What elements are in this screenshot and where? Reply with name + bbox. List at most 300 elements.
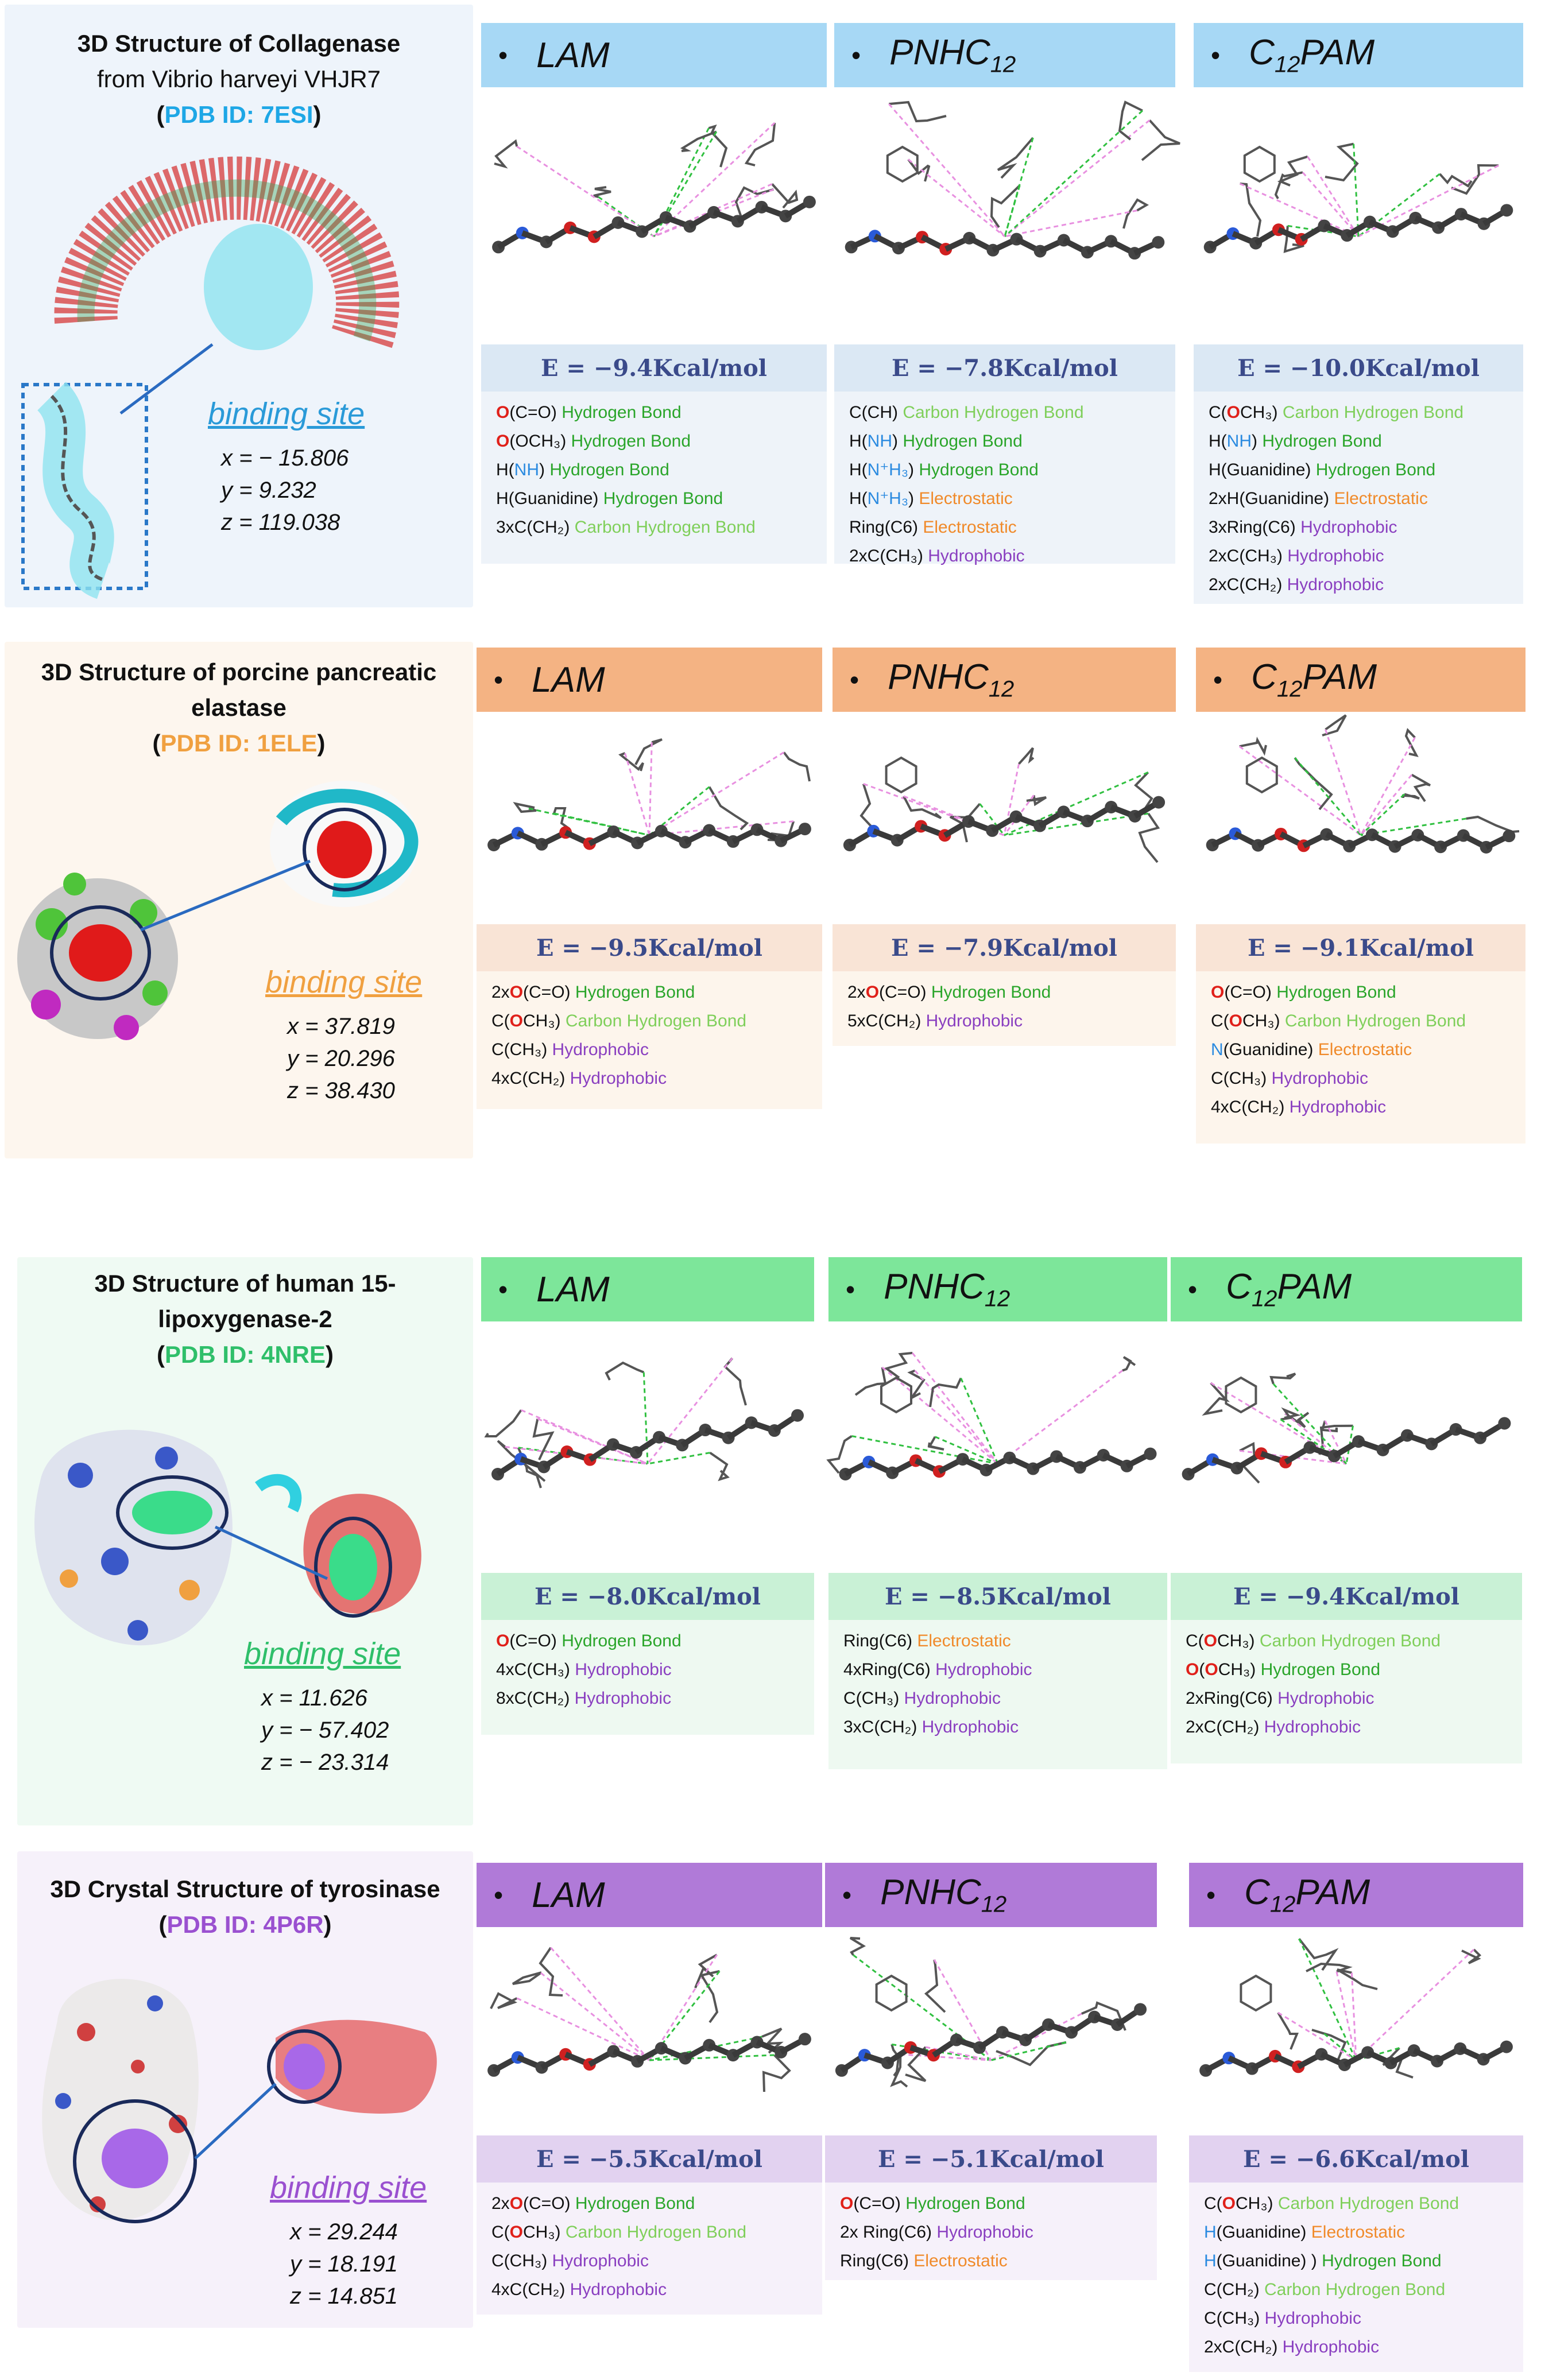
interaction-line	[648, 1358, 732, 1464]
interaction-text: O	[496, 403, 510, 422]
interaction-text: Hydrophobic	[1287, 575, 1384, 594]
interaction-line	[1352, 1973, 1356, 2060]
ligand-name-main: PNHC	[889, 33, 990, 73]
residue-wireframe	[1271, 1374, 1295, 1384]
chain-atom	[1503, 829, 1515, 842]
interaction-text: 8xC(CH₂)	[496, 1689, 575, 1708]
interaction-line	[1326, 730, 1361, 835]
interaction-list-tyrosinase-2	[1189, 2183, 1523, 2372]
interaction-text: O	[509, 983, 524, 1002]
interaction-item	[491, 2189, 822, 2218]
interaction-text: Electrostatic	[1311, 2223, 1406, 2242]
interaction-text: N	[1211, 1040, 1223, 1059]
interaction-item	[1211, 1036, 1525, 1064]
docked-ligand-collagenase-1	[834, 92, 1175, 333]
chain-atom	[799, 823, 811, 835]
ligand-name	[1249, 32, 1374, 77]
interaction-item	[1211, 1093, 1525, 1122]
interaction-line	[625, 753, 649, 835]
ligand-name	[536, 35, 609, 76]
binding-energy-collagenase-2: E = −10.0Kcal/mol	[1194, 344, 1523, 392]
interaction-item	[843, 1684, 1167, 1713]
interaction-text: Electrostatic	[917, 1631, 1011, 1650]
interaction-text: C(CH₂)	[1204, 2280, 1264, 2299]
interaction-text: Hydrophobic	[570, 2280, 667, 2299]
interaction-text: Electrostatic	[1334, 489, 1428, 508]
interaction-text: O	[840, 2194, 854, 2213]
interaction-text: H(	[1209, 432, 1227, 451]
ligand-name	[1251, 657, 1377, 702]
binding-coords-tyrosinase	[290, 2216, 398, 2312]
binding-energy-lipoxygenase-0: E = −8.0Kcal/mol	[481, 1573, 814, 1620]
binding-energy-tyrosinase-0: E = −5.5Kcal/mol	[477, 2135, 822, 2183]
docked-ligand-tyrosinase-0	[477, 1926, 822, 2150]
interaction-text: Hydrophobic	[570, 1069, 667, 1088]
residue-wireframe	[1124, 200, 1147, 228]
interaction-text: 4xC(CH₂)	[1211, 1098, 1290, 1117]
aromatic-ring	[1241, 1976, 1271, 2010]
interaction-item	[491, 1007, 822, 1036]
interaction-line	[1307, 157, 1358, 237]
interaction-text: 4xC(CH₂)	[491, 1069, 570, 1088]
interaction-text: O	[1205, 1660, 1218, 1679]
interaction-text: CH₃)	[1218, 1660, 1261, 1679]
interaction-item	[1204, 2276, 1523, 2304]
aromatic-ring	[1226, 1378, 1256, 1412]
binding-energy-collagenase-0: E = −9.4Kcal/mol	[481, 344, 827, 392]
interaction-line	[649, 753, 784, 835]
coord-x: x = 29.244	[290, 2219, 398, 2245]
ligand-name	[1226, 1266, 1352, 1312]
chain-atom	[1134, 2003, 1147, 2015]
interaction-text: Hydrogen Bond	[562, 403, 682, 422]
interaction-text: O	[1203, 1631, 1217, 1650]
coord-y: y = 9.232	[221, 478, 316, 503]
interaction-text: Hydrogen Bond	[549, 460, 669, 479]
binding-energy-collagenase-1: E = −7.8Kcal/mol	[834, 344, 1175, 392]
residue-wireframe	[1440, 174, 1472, 186]
coord-z: z = 119.038	[221, 510, 340, 535]
residue-wireframe	[1142, 120, 1180, 160]
interaction-text: 2x Ring(C6)	[840, 2223, 937, 2242]
ligand-name-suffix: PAM	[1300, 33, 1375, 73]
residue-wireframe	[1280, 157, 1307, 185]
bullet-icon: •	[1211, 40, 1221, 70]
docked-ligand-lipoxygenase-1	[828, 1326, 1167, 1556]
interaction-line	[648, 1453, 710, 1464]
binding-coords-lipoxygenase	[261, 1682, 389, 1778]
ligand-name-subscript: 12	[990, 52, 1016, 77]
interaction-text: O	[1186, 1660, 1199, 1679]
ligand-header-tyrosinase-1	[825, 1863, 1157, 1927]
interaction-item	[849, 484, 1175, 513]
coord-z: z = 14.851	[290, 2284, 398, 2309]
interaction-text: Electrostatic	[923, 518, 1017, 537]
interaction-line	[1361, 738, 1415, 835]
interaction-text: C(	[1211, 1011, 1229, 1030]
ligand-name-main: C	[1251, 657, 1277, 697]
ligand-name-subscript: 12	[1274, 52, 1300, 77]
residue-wireframe	[516, 804, 536, 812]
interaction-text: (	[1199, 1660, 1205, 1679]
interaction-text: (Guanidine)	[1216, 2223, 1311, 2242]
binding-energy-lipoxygenase-2: E = −9.4Kcal/mol	[1171, 1573, 1522, 1620]
ligand-name-subscript: 12	[1251, 1286, 1277, 1312]
chain-atom	[1500, 2041, 1513, 2053]
interaction-text: H(	[849, 489, 868, 508]
interaction-item	[847, 1007, 1176, 1036]
residue-wireframe	[494, 141, 517, 166]
residue-wireframe	[904, 796, 941, 818]
docked-ligand-tyrosinase-1	[825, 1926, 1157, 2150]
interaction-text: 2x	[491, 2194, 510, 2213]
bullet-icon: •	[498, 1274, 508, 1304]
interaction-text: )	[1252, 432, 1263, 451]
interaction-list-tyrosinase-0	[477, 2183, 822, 2315]
bullet-icon: •	[494, 665, 504, 695]
interaction-item	[496, 398, 827, 427]
residue-wireframe	[764, 2055, 789, 2092]
interaction-text: O	[1222, 2194, 1236, 2213]
residue-wireframe	[491, 1994, 517, 2009]
interaction-text: Hydrophobic	[1300, 518, 1397, 537]
interaction-item	[849, 542, 1175, 571]
interaction-item	[496, 427, 827, 456]
interaction-item	[1204, 2247, 1523, 2276]
residue-wireframe	[746, 123, 775, 165]
interaction-text: 4xC(CH₂)	[491, 2280, 570, 2299]
interaction-text: C(CH₃)	[1204, 2309, 1265, 2328]
interaction-item	[496, 513, 827, 542]
interaction-line	[889, 104, 1005, 237]
interaction-text: 2xRing(C6)	[1186, 1689, 1278, 1708]
ligand-name-suffix: PAM	[1295, 1873, 1370, 1913]
interaction-text: (C=O)	[523, 983, 575, 1002]
interaction-item	[1186, 1627, 1522, 1656]
interaction-text: Electrostatic	[913, 2251, 1008, 2270]
interaction-text: )	[539, 460, 550, 479]
interaction-text: Hydrophobic	[1277, 1689, 1374, 1708]
interaction-item	[849, 398, 1175, 427]
interaction-item	[496, 1627, 814, 1656]
residue-wireframe	[513, 1972, 541, 1984]
docked-ligand-collagenase-2	[1194, 92, 1523, 333]
residue-wireframe	[710, 1453, 727, 1479]
interaction-item	[849, 427, 1175, 456]
interaction-item	[840, 2189, 1157, 2218]
interaction-text: Hydrogen Bond	[1276, 983, 1396, 1002]
interaction-text: Hydrophobic	[904, 1689, 1001, 1708]
aromatic-ring	[886, 758, 916, 792]
interaction-item	[1209, 484, 1523, 513]
interaction-text: 3xRing(C6)	[1209, 518, 1301, 537]
binding-energy-lipoxygenase-1: E = −8.5Kcal/mol	[828, 1573, 1167, 1620]
interaction-text: Hydrophobic	[552, 2251, 649, 2270]
protein-title-collagenase: 3D Structure of Collagenase from Vibrio harveyi VHJR7 (PDB ID: 7ESI)	[77, 30, 401, 128]
binding-site-label-collagenase: binding site	[208, 397, 365, 431]
interaction-text: Carbon Hydrogen Bond	[565, 2223, 747, 2242]
ligand-name-suffix: PAM	[1302, 657, 1377, 697]
residue-wireframe	[1337, 1970, 1377, 1989]
interaction-text: (Guanidine) )	[1216, 2251, 1322, 2270]
interaction-list-lipoxygenase-2	[1171, 1620, 1522, 1763]
interaction-list-collagenase-1	[834, 392, 1175, 564]
ligand-name-main: LAM	[532, 660, 605, 700]
residue-wireframe	[772, 184, 797, 208]
interaction-text: Hydrogen Bond	[562, 1631, 682, 1650]
interaction-item	[491, 2247, 822, 2276]
residue-wireframe	[998, 138, 1033, 178]
interaction-text: 3xC(CH₂)	[496, 518, 575, 537]
bullet-icon: •	[498, 40, 508, 70]
docked-ligand-elastase-0	[477, 715, 822, 916]
interaction-item	[491, 2276, 822, 2304]
residue-wireframe	[534, 1419, 552, 1460]
bullet-icon: •	[1213, 665, 1223, 695]
interaction-text: Hydrogen Bond	[919, 460, 1039, 479]
binding-coords-elastase	[287, 1010, 395, 1107]
docked-ligand-elastase-2	[1196, 715, 1525, 916]
interaction-item	[843, 1627, 1167, 1656]
interaction-item	[843, 1656, 1167, 1684]
chain-atom	[1152, 236, 1164, 249]
ligand-name	[889, 32, 1016, 77]
interaction-list-tyrosinase-1	[825, 2183, 1157, 2280]
interaction-text: 2xC(CH₃)	[849, 546, 928, 565]
binding-energy-tyrosinase-2: E = −6.6Kcal/mol	[1189, 2135, 1523, 2183]
chain-atom	[1152, 796, 1165, 809]
residue-wireframe	[1306, 1964, 1349, 1972]
protein-title-lipoxygenase: 3D Structure of human 15- lipoxygenase-2 (PDB ID: 4NRE)	[94, 1270, 396, 1368]
aromatic-ring	[877, 1976, 907, 2010]
interaction-text: 2xC(CH₃)	[1209, 546, 1288, 565]
interaction-text: H	[1204, 2223, 1217, 2242]
interaction-item	[491, 1064, 822, 1093]
interaction-text: O	[1226, 403, 1240, 422]
interaction-text: NH	[1226, 432, 1252, 451]
interaction-text: CH₃)	[523, 2223, 566, 2242]
bullet-icon: •	[1206, 1880, 1216, 1910]
interaction-text: (OCH₃)	[509, 432, 571, 451]
interaction-text: Hydrophobic	[575, 1660, 672, 1679]
interaction-item	[1186, 1684, 1522, 1713]
residue-wireframe	[636, 739, 662, 765]
interaction-text: H(	[849, 460, 868, 479]
ligand-name	[532, 1875, 605, 1916]
residue-wireframe	[926, 1960, 945, 2012]
ligand-header-collagenase-0	[481, 23, 827, 87]
interaction-text: O	[509, 2223, 523, 2242]
ligand-name-main: PNHC	[888, 657, 989, 697]
interaction-list-elastase-0	[477, 971, 822, 1109]
ligand-name-main: C	[1249, 33, 1275, 73]
interaction-text: 4xRing(C6)	[843, 1660, 936, 1679]
interaction-text: 3xC(CH₂)	[843, 1718, 922, 1736]
interaction-text: Hydrogen Bond	[905, 2194, 1025, 2213]
interaction-text: Hydrophobic	[935, 1660, 1032, 1679]
interaction-item	[1211, 978, 1525, 1007]
ligand-name-suffix: PAM	[1277, 1267, 1352, 1307]
interaction-text: Hydrogen Bond	[1315, 460, 1436, 479]
ligand-header-elastase-1	[833, 648, 1176, 712]
interaction-text: H(Guanidine)	[1209, 460, 1316, 479]
binding-energy-elastase-2: E = −9.1Kcal/mol	[1196, 924, 1525, 971]
interaction-item	[843, 1713, 1167, 1742]
interaction-text: CH₃)	[1242, 1011, 1285, 1030]
interaction-text: O	[1211, 983, 1225, 1002]
ligand-name-subscript: 12	[981, 1891, 1007, 1917]
interaction-text: NH	[867, 432, 892, 451]
binding-site-label-lipoxygenase: binding site	[244, 1637, 401, 1671]
residue-wireframe	[930, 1378, 961, 1407]
interaction-item	[491, 2218, 822, 2247]
residue-wireframe	[784, 753, 810, 781]
coord-z: z = 38.430	[287, 1078, 395, 1103]
interaction-text: Hydrogen Bond	[931, 983, 1051, 1002]
residue-wireframe	[1466, 817, 1519, 832]
bullet-icon: •	[846, 1274, 855, 1304]
interaction-line	[649, 742, 652, 835]
ligand-name-main: PNHC	[884, 1267, 985, 1307]
interaction-item	[496, 456, 827, 484]
ligand-name-main: PNHC	[880, 1873, 981, 1913]
interaction-text: H(	[496, 460, 514, 479]
interaction-text: H(Guanidine)	[496, 489, 603, 508]
ligand-name-main: C	[1226, 1267, 1252, 1307]
interaction-text: Carbon Hydrogen Bond	[1259, 1631, 1441, 1650]
interaction-item	[1209, 398, 1523, 427]
interaction-list-lipoxygenase-0	[481, 1620, 814, 1735]
coord-y: y = 20.296	[287, 1046, 395, 1071]
interaction-line	[1356, 1949, 1474, 2060]
interaction-text: 5xC(CH₂)	[847, 1011, 926, 1030]
interaction-line	[649, 2055, 775, 2060]
interaction-text: 2xC(CH₂)	[1209, 575, 1287, 594]
interaction-text: Hydrophobic	[1289, 1098, 1387, 1117]
interaction-text: Hydrogen Bond	[1322, 2251, 1442, 2270]
interaction-line	[1005, 111, 1143, 237]
interaction-item	[1211, 1064, 1525, 1093]
interaction-text: Carbon Hydrogen Bond	[565, 1011, 747, 1030]
interaction-text: Ring(C6)	[849, 518, 923, 537]
ligand-name-main: LAM	[536, 1269, 610, 1309]
bullet-icon: •	[494, 1880, 504, 1910]
residue-wireframe	[486, 1410, 521, 1436]
interaction-item	[496, 1656, 814, 1684]
interaction-item	[491, 1036, 822, 1064]
interaction-text: C(	[1209, 403, 1227, 422]
bullet-icon: •	[842, 1880, 852, 1910]
interaction-text: Carbon Hydrogen Bond	[903, 403, 1084, 422]
interaction-text: C(	[1204, 2194, 1222, 2213]
ligand-header-lipoxygenase-2	[1171, 1257, 1522, 1321]
interaction-text: Carbon Hydrogen Bond	[574, 518, 756, 537]
interaction-item	[496, 1684, 814, 1713]
docked-ligand-lipoxygenase-0	[481, 1326, 814, 1556]
residue-wireframe	[992, 185, 1020, 227]
ligand-header-collagenase-2	[1194, 23, 1523, 87]
interaction-list-collagenase-2	[1194, 392, 1523, 604]
interaction-text: Hydrophobic	[552, 1040, 649, 1059]
docked-ligand-collagenase-0	[481, 92, 827, 333]
interaction-text: Hydrophobic	[921, 1718, 1019, 1736]
interaction-text: C(CH₃)	[491, 1040, 552, 1059]
residue-wireframe	[1240, 740, 1266, 753]
interaction-text: 2xC(CH₂)	[1204, 2338, 1283, 2356]
interaction-text: CH₃)	[523, 1011, 566, 1030]
binding-energy-tyrosinase-1: E = −5.1Kcal/mol	[825, 2135, 1157, 2183]
residue-wireframe	[1205, 1383, 1226, 1414]
interaction-text: Hydrogen Bond	[1262, 432, 1382, 451]
interaction-text: (C=O)	[879, 983, 931, 1002]
interaction-line	[1004, 772, 1148, 835]
interaction-text: 2xC(CH₂)	[1186, 1718, 1264, 1736]
residue-wireframe	[725, 1358, 746, 1405]
ligand-name	[536, 1269, 609, 1310]
docked-ligand-lipoxygenase-2	[1171, 1326, 1522, 1556]
residue-wireframe	[1120, 102, 1143, 139]
interaction-line	[908, 160, 1005, 237]
interaction-text: C(CH₃)	[491, 2251, 552, 2270]
bullet-icon: •	[1188, 1274, 1198, 1304]
coord-x: x = 37.819	[287, 1014, 395, 1039]
interaction-line	[517, 1998, 649, 2060]
interaction-text: (C=O)	[509, 1631, 562, 1650]
ligand-name-subscript: 12	[1276, 676, 1303, 702]
interaction-text: C(CH)	[849, 403, 903, 422]
ligand-header-collagenase-1	[834, 23, 1175, 87]
interaction-item	[1204, 2189, 1523, 2218]
interaction-text: Carbon Hydrogen Bond	[1284, 1011, 1466, 1030]
interaction-text: (C=O)	[1224, 983, 1277, 1002]
protein-structure-elastase	[11, 763, 471, 1085]
interaction-item	[496, 484, 827, 513]
interaction-text: Hydrogen Bond	[575, 983, 695, 1002]
interaction-text: CH₃)	[1240, 403, 1283, 422]
interaction-text: H(	[849, 432, 868, 451]
interaction-item	[1209, 456, 1523, 484]
coord-x: x = 11.626	[261, 1685, 367, 1711]
interaction-text: Hydrogen Bond	[1260, 1660, 1381, 1679]
chain-atom	[803, 196, 816, 208]
coord-x: x = − 15.806	[221, 445, 349, 471]
interaction-text: (C=O)	[853, 2194, 906, 2213]
interaction-text: )	[892, 432, 903, 451]
interaction-text: (C=O)	[509, 403, 562, 422]
interaction-text: Hydrophobic	[574, 1689, 672, 1708]
interaction-item	[491, 978, 822, 1007]
residue-wireframe	[1027, 795, 1046, 804]
chain-atom	[1144, 1448, 1157, 1460]
interaction-text: 4xC(CH₃)	[496, 1660, 575, 1679]
interaction-text: N⁺H₃	[867, 489, 909, 508]
interaction-line	[1361, 775, 1412, 835]
binding-site-label-tyrosinase: binding site	[270, 2170, 427, 2205]
chain-atom	[791, 1409, 804, 1422]
interaction-text: Hydrogen Bond	[571, 432, 691, 451]
interaction-text: CH₃)	[1236, 2194, 1278, 2213]
interaction-item	[1209, 427, 1523, 456]
coord-y: y = 18.191	[290, 2251, 398, 2277]
ligand-header-elastase-2	[1196, 648, 1525, 712]
interaction-text: Hydrophobic	[1264, 1718, 1361, 1736]
interaction-item	[1204, 2304, 1523, 2333]
residue-wireframe	[1140, 813, 1158, 862]
ligand-name	[888, 657, 1014, 702]
interaction-text: Hydrogen Bond	[575, 2194, 695, 2213]
interaction-text: O	[509, 1011, 523, 1030]
ligand-name-subscript: 12	[984, 1286, 1010, 1312]
